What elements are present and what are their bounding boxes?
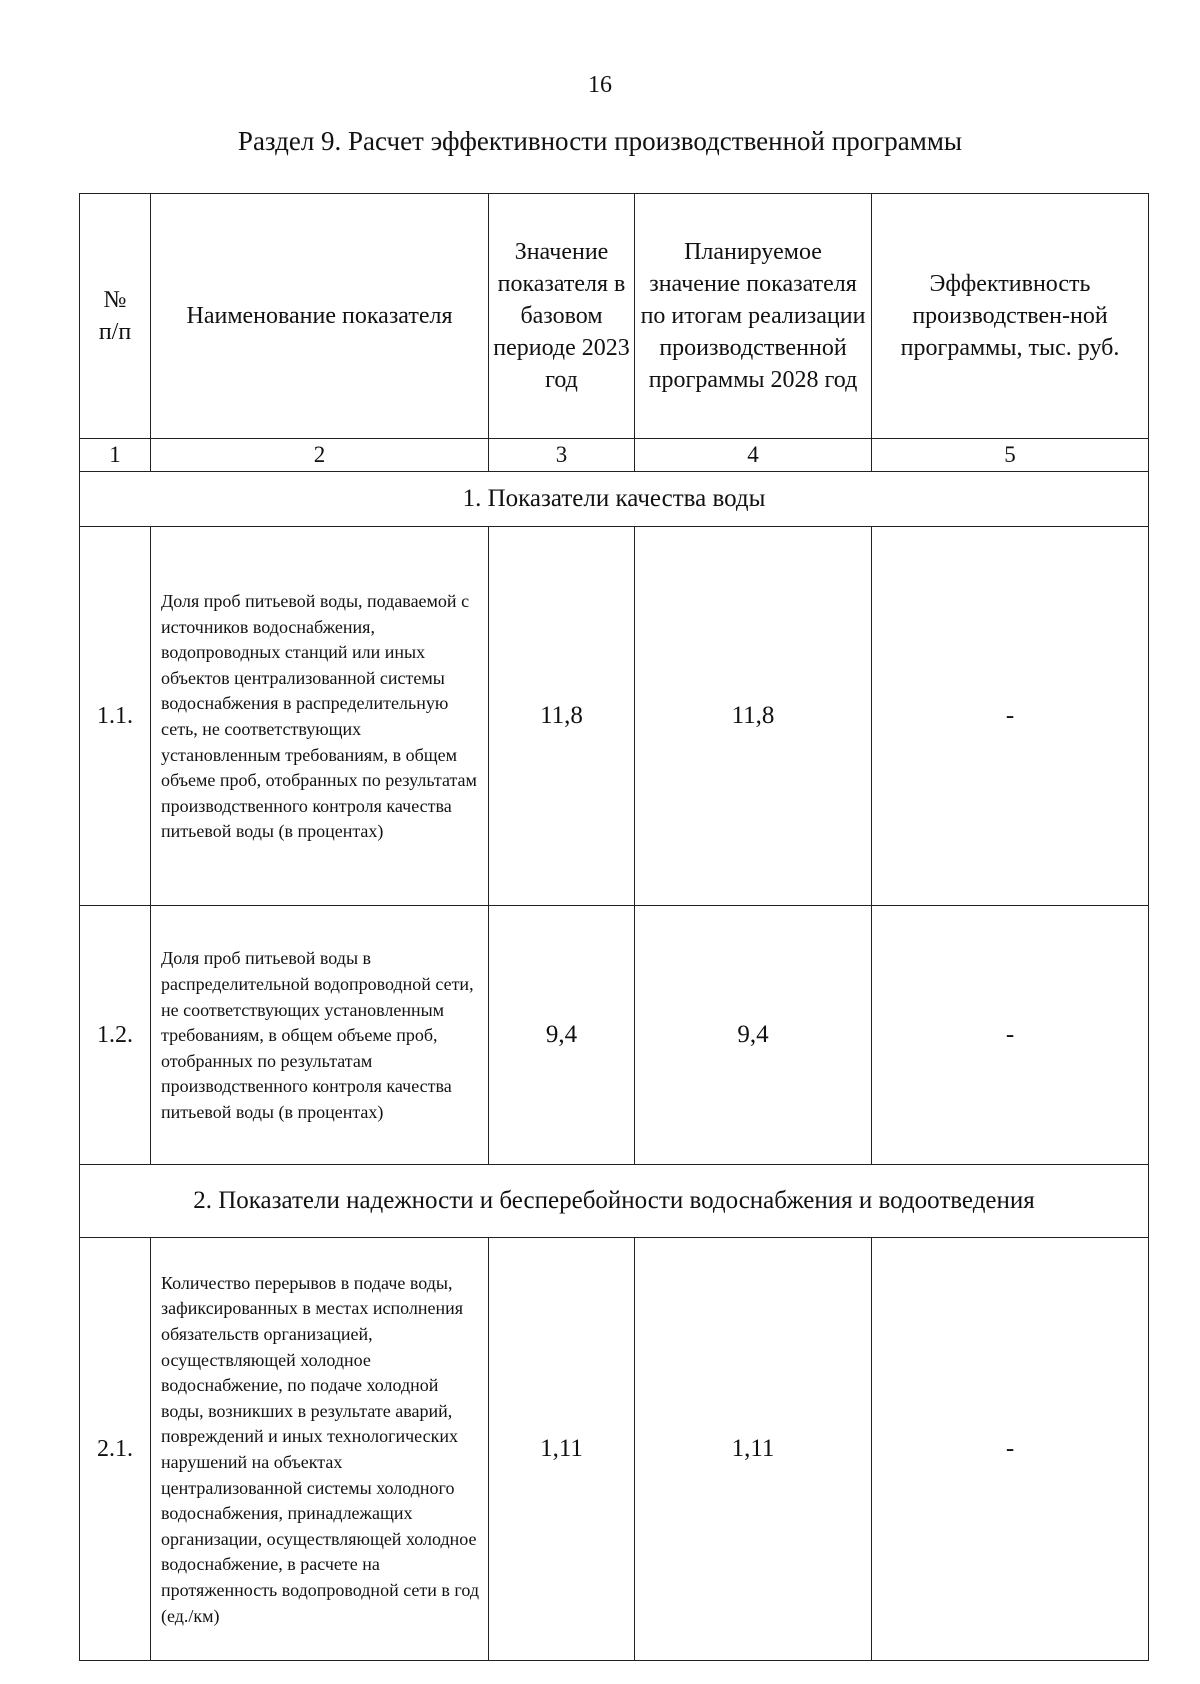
section-heading: 1. Показатели качества воды: [80, 472, 1149, 527]
column-number: 1: [80, 439, 151, 472]
section-row: [80, 472, 1149, 527]
header-efficiency: Эффективность производствен-ной программы, тыс. руб.: [872, 194, 1149, 439]
row-indicator-name: Доля проб питьевой воды в распределительной водопроводной сети, не соответствующих установленным требованиям, в общем объеме проб, отобранных по результатам производственного контроля качества питьевой воды (в процентах): [151, 906, 489, 1165]
section-row: [80, 1165, 1149, 1238]
row-number: 1.2.: [80, 906, 151, 1165]
table-row: [80, 906, 1149, 1165]
column-number: 3: [489, 439, 635, 472]
row-planned-value: 9,4: [635, 906, 872, 1165]
header-indicator-name: Наименование показателя: [151, 194, 489, 439]
header-number: № п/п: [80, 194, 151, 439]
section-title: Раздел 9. Расчет эффективности производственной программы: [237, 126, 963, 156]
row-number: 2.1.: [80, 1238, 151, 1661]
row-indicator-name: Количество перерывов в подаче воды, зафиксированных в местах исполнения обязательств организацией, осуществляющей холодное водоснабжение, по подаче холодной воды, возникших в результате аварий, повреждений и иных технологических нарушений на объектах централизованной системы холодного водоснабжения, принадлежащих организации, осуществляющей холодное водоснабжение, в расчете на протяженность водопроводной сети в год (ед./км): [151, 1238, 489, 1661]
efficiency-table: [79, 193, 1149, 1661]
row-indicator-name: Доля проб питьевой воды, подаваемой с источников водоснабжения, водопроводных станций или иных объектов централизованной системы водоснабжения в распределительную сеть, не соответствующих установленным требованиям, в общем объеме проб, отобранных по результатам производственного контроля качества питьевой воды (в процентах): [151, 527, 489, 906]
row-efficiency: -: [872, 527, 1149, 906]
column-number: 4: [635, 439, 872, 472]
table-row: [80, 527, 1149, 906]
table-header-row: [80, 194, 1149, 439]
row-efficiency: -: [872, 1238, 1149, 1661]
row-base-value: 9,4: [489, 906, 635, 1165]
header-planned-value: Планируемое значение показателя по итогам реализации производственной программы 2028 год: [635, 194, 872, 439]
section-heading: 2. Показатели надежности и бесперебойности водоснабжения и водоотведения: [80, 1165, 1149, 1238]
column-numbers-row: [80, 439, 1149, 472]
header-base-value: Значение показателя в базовом периоде 2023 год: [489, 194, 635, 439]
column-number: 5: [872, 439, 1149, 472]
row-number: 1.1.: [80, 527, 151, 906]
row-base-value: 1,11: [489, 1238, 635, 1661]
row-base-value: 11,8: [489, 527, 635, 906]
row-planned-value: 11,8: [635, 527, 872, 906]
row-efficiency: -: [872, 906, 1149, 1165]
table-row: [80, 1238, 1149, 1661]
page-number: 16: [588, 72, 612, 98]
column-number: 2: [151, 439, 489, 472]
row-planned-value: 1,11: [635, 1238, 872, 1661]
